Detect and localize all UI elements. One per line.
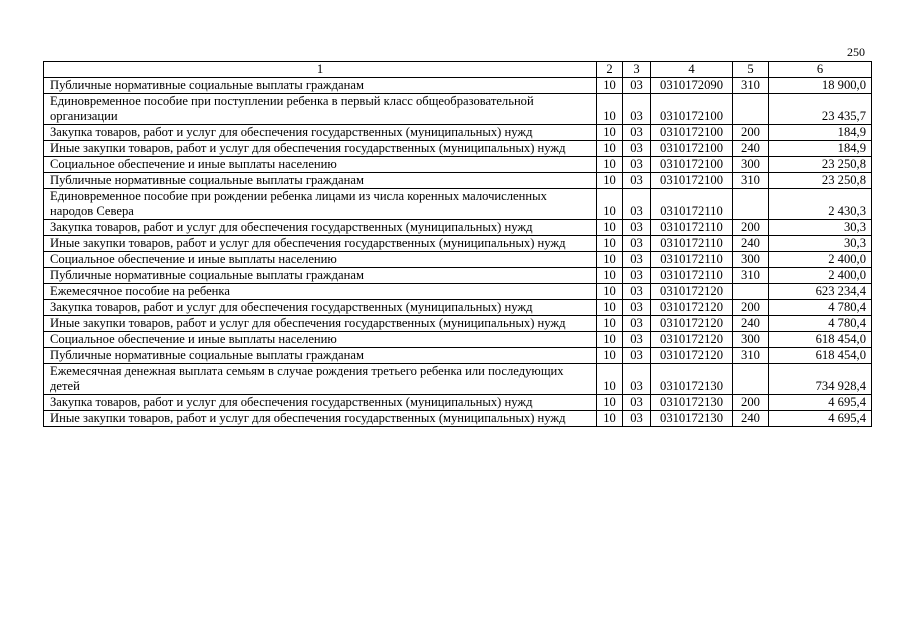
section-code: 10 (597, 125, 623, 141)
subsection-code: 03 (623, 125, 651, 141)
subsection-code: 03 (623, 220, 651, 236)
expense-type-code (733, 94, 769, 125)
table-row (44, 141, 872, 157)
table-row (44, 157, 872, 173)
section-code: 10 (597, 364, 623, 395)
table-row (44, 252, 872, 268)
item-name: Публичные нормативные социальные выплаты гражданам (44, 173, 597, 189)
expense-type-code (733, 364, 769, 395)
section-code: 10 (597, 316, 623, 332)
section-code: 10 (597, 252, 623, 268)
table-row (44, 316, 872, 332)
table-row (44, 125, 872, 141)
amount-value: 23 250,8 (769, 173, 872, 189)
item-name: Ежемесячное пособие на ребенка (44, 284, 597, 300)
item-name: Закупка товаров, работ и услуг для обеспечения государственных (муниципальных) нужд (44, 125, 597, 141)
target-article-code: 0310172130 (651, 411, 733, 427)
section-code: 10 (597, 268, 623, 284)
expense-type-code: 200 (733, 220, 769, 236)
section-code: 10 (597, 411, 623, 427)
expense-type-code: 310 (733, 78, 769, 94)
expense-type-code: 300 (733, 252, 769, 268)
section-code: 10 (597, 300, 623, 316)
expense-type-code: 240 (733, 411, 769, 427)
section-code: 10 (597, 141, 623, 157)
table-row (44, 284, 872, 300)
header-row (44, 62, 872, 78)
amount-value: 2 430,3 (769, 189, 872, 220)
target-article-code: 0310172110 (651, 189, 733, 220)
header-cell: 4 (651, 62, 733, 78)
section-code: 10 (597, 94, 623, 125)
target-article-code: 0310172120 (651, 348, 733, 364)
target-article-code: 0310172100 (651, 141, 733, 157)
subsection-code: 03 (623, 300, 651, 316)
expense-type-code: 240 (733, 236, 769, 252)
amount-value: 4 780,4 (769, 300, 872, 316)
subsection-code: 03 (623, 332, 651, 348)
item-name: Социальное обеспечение и иные выплаты населению (44, 252, 597, 268)
target-article-code: 0310172110 (651, 236, 733, 252)
expense-type-code: 200 (733, 125, 769, 141)
item-name: Закупка товаров, работ и услуг для обеспечения государственных (муниципальных) нужд (44, 395, 597, 411)
amount-value: 4 695,4 (769, 395, 872, 411)
item-name: Социальное обеспечение и иные выплаты населению (44, 157, 597, 173)
amount-value: 184,9 (769, 141, 872, 157)
section-code: 10 (597, 284, 623, 300)
budget-table (43, 61, 872, 427)
header-cell: 3 (623, 62, 651, 78)
table-row (44, 364, 872, 395)
item-name: Закупка товаров, работ и услуг для обеспечения государственных (муниципальных) нужд (44, 220, 597, 236)
expense-type-code: 300 (733, 332, 769, 348)
expense-type-code (733, 189, 769, 220)
subsection-code: 03 (623, 78, 651, 94)
expense-type-code: 200 (733, 300, 769, 316)
item-name: Ежемесячная денежная выплата семьям в случае рождения третьего ребенка или последующих детей (44, 364, 597, 395)
amount-value: 2 400,0 (769, 252, 872, 268)
amount-value: 2 400,0 (769, 268, 872, 284)
subsection-code: 03 (623, 395, 651, 411)
item-name: Иные закупки товаров, работ и услуг для обеспечения государственных (муниципальных) нужд (44, 141, 597, 157)
item-name: Публичные нормативные социальные выплаты гражданам (44, 78, 597, 94)
amount-value: 623 234,4 (769, 284, 872, 300)
table-row (44, 189, 872, 220)
amount-value: 184,9 (769, 125, 872, 141)
subsection-code: 03 (623, 316, 651, 332)
table-row (44, 395, 872, 411)
subsection-code: 03 (623, 364, 651, 395)
amount-value: 30,3 (769, 220, 872, 236)
amount-value: 734 928,4 (769, 364, 872, 395)
item-name: Иные закупки товаров, работ и услуг для обеспечения государственных (муниципальных) нужд (44, 236, 597, 252)
page-number: 250 (847, 45, 865, 59)
target-article-code: 0310172110 (651, 220, 733, 236)
item-name: Иные закупки товаров, работ и услуг для обеспечения государственных (муниципальных) нужд (44, 316, 597, 332)
section-code: 10 (597, 220, 623, 236)
table-row (44, 348, 872, 364)
expense-type-code: 240 (733, 141, 769, 157)
target-article-code: 0310172100 (651, 157, 733, 173)
header-cell: 1 (44, 62, 597, 78)
section-code: 10 (597, 173, 623, 189)
header-cell: 5 (733, 62, 769, 78)
amount-value: 4 780,4 (769, 316, 872, 332)
amount-value: 18 900,0 (769, 78, 872, 94)
subsection-code: 03 (623, 157, 651, 173)
table-row (44, 332, 872, 348)
item-name: Публичные нормативные социальные выплаты гражданам (44, 268, 597, 284)
expense-type-code: 310 (733, 348, 769, 364)
target-article-code: 0310172100 (651, 125, 733, 141)
target-article-code: 0310172100 (651, 94, 733, 125)
expense-type-code (733, 284, 769, 300)
table-row (44, 173, 872, 189)
item-name: Единовременное пособие при поступлении ребенка в первый класс общеобразовательной организации (44, 94, 597, 125)
table-row (44, 236, 872, 252)
section-code: 10 (597, 189, 623, 220)
expense-type-code: 310 (733, 173, 769, 189)
target-article-code: 0310172130 (651, 395, 733, 411)
section-code: 10 (597, 78, 623, 94)
target-article-code: 0310172120 (651, 316, 733, 332)
item-name: Закупка товаров, работ и услуг для обеспечения государственных (муниципальных) нужд (44, 300, 597, 316)
target-article-code: 0310172130 (651, 364, 733, 395)
table-row (44, 220, 872, 236)
subsection-code: 03 (623, 141, 651, 157)
subsection-code: 03 (623, 173, 651, 189)
expense-type-code: 240 (733, 316, 769, 332)
expense-type-code: 310 (733, 268, 769, 284)
amount-value: 30,3 (769, 236, 872, 252)
table-row (44, 78, 872, 94)
header-cell: 6 (769, 62, 872, 78)
section-code: 10 (597, 332, 623, 348)
table-row (44, 94, 872, 125)
table-row (44, 411, 872, 427)
expense-type-code: 300 (733, 157, 769, 173)
amount-value: 618 454,0 (769, 348, 872, 364)
item-name: Иные закупки товаров, работ и услуг для обеспечения государственных (муниципальных) нужд (44, 411, 597, 427)
expense-type-code: 200 (733, 395, 769, 411)
subsection-code: 03 (623, 236, 651, 252)
section-code: 10 (597, 348, 623, 364)
subsection-code: 03 (623, 94, 651, 125)
target-article-code: 0310172110 (651, 252, 733, 268)
header-cell: 2 (597, 62, 623, 78)
target-article-code: 0310172120 (651, 332, 733, 348)
item-name: Публичные нормативные социальные выплаты гражданам (44, 348, 597, 364)
target-article-code: 0310172120 (651, 300, 733, 316)
subsection-code: 03 (623, 284, 651, 300)
amount-value: 23 250,8 (769, 157, 872, 173)
target-article-code: 0310172110 (651, 268, 733, 284)
amount-value: 23 435,7 (769, 94, 872, 125)
table-row (44, 300, 872, 316)
subsection-code: 03 (623, 252, 651, 268)
section-code: 10 (597, 395, 623, 411)
target-article-code: 0310172120 (651, 284, 733, 300)
subsection-code: 03 (623, 348, 651, 364)
amount-value: 618 454,0 (769, 332, 872, 348)
amount-value: 4 695,4 (769, 411, 872, 427)
subsection-code: 03 (623, 411, 651, 427)
subsection-code: 03 (623, 189, 651, 220)
target-article-code: 0310172100 (651, 173, 733, 189)
section-code: 10 (597, 236, 623, 252)
item-name: Единовременное пособие при рождении ребенка лицами из числа коренных малочисленных народов Севера (44, 189, 597, 220)
subsection-code: 03 (623, 268, 651, 284)
item-name: Социальное обеспечение и иные выплаты населению (44, 332, 597, 348)
table-row (44, 268, 872, 284)
section-code: 10 (597, 157, 623, 173)
target-article-code: 0310172090 (651, 78, 733, 94)
